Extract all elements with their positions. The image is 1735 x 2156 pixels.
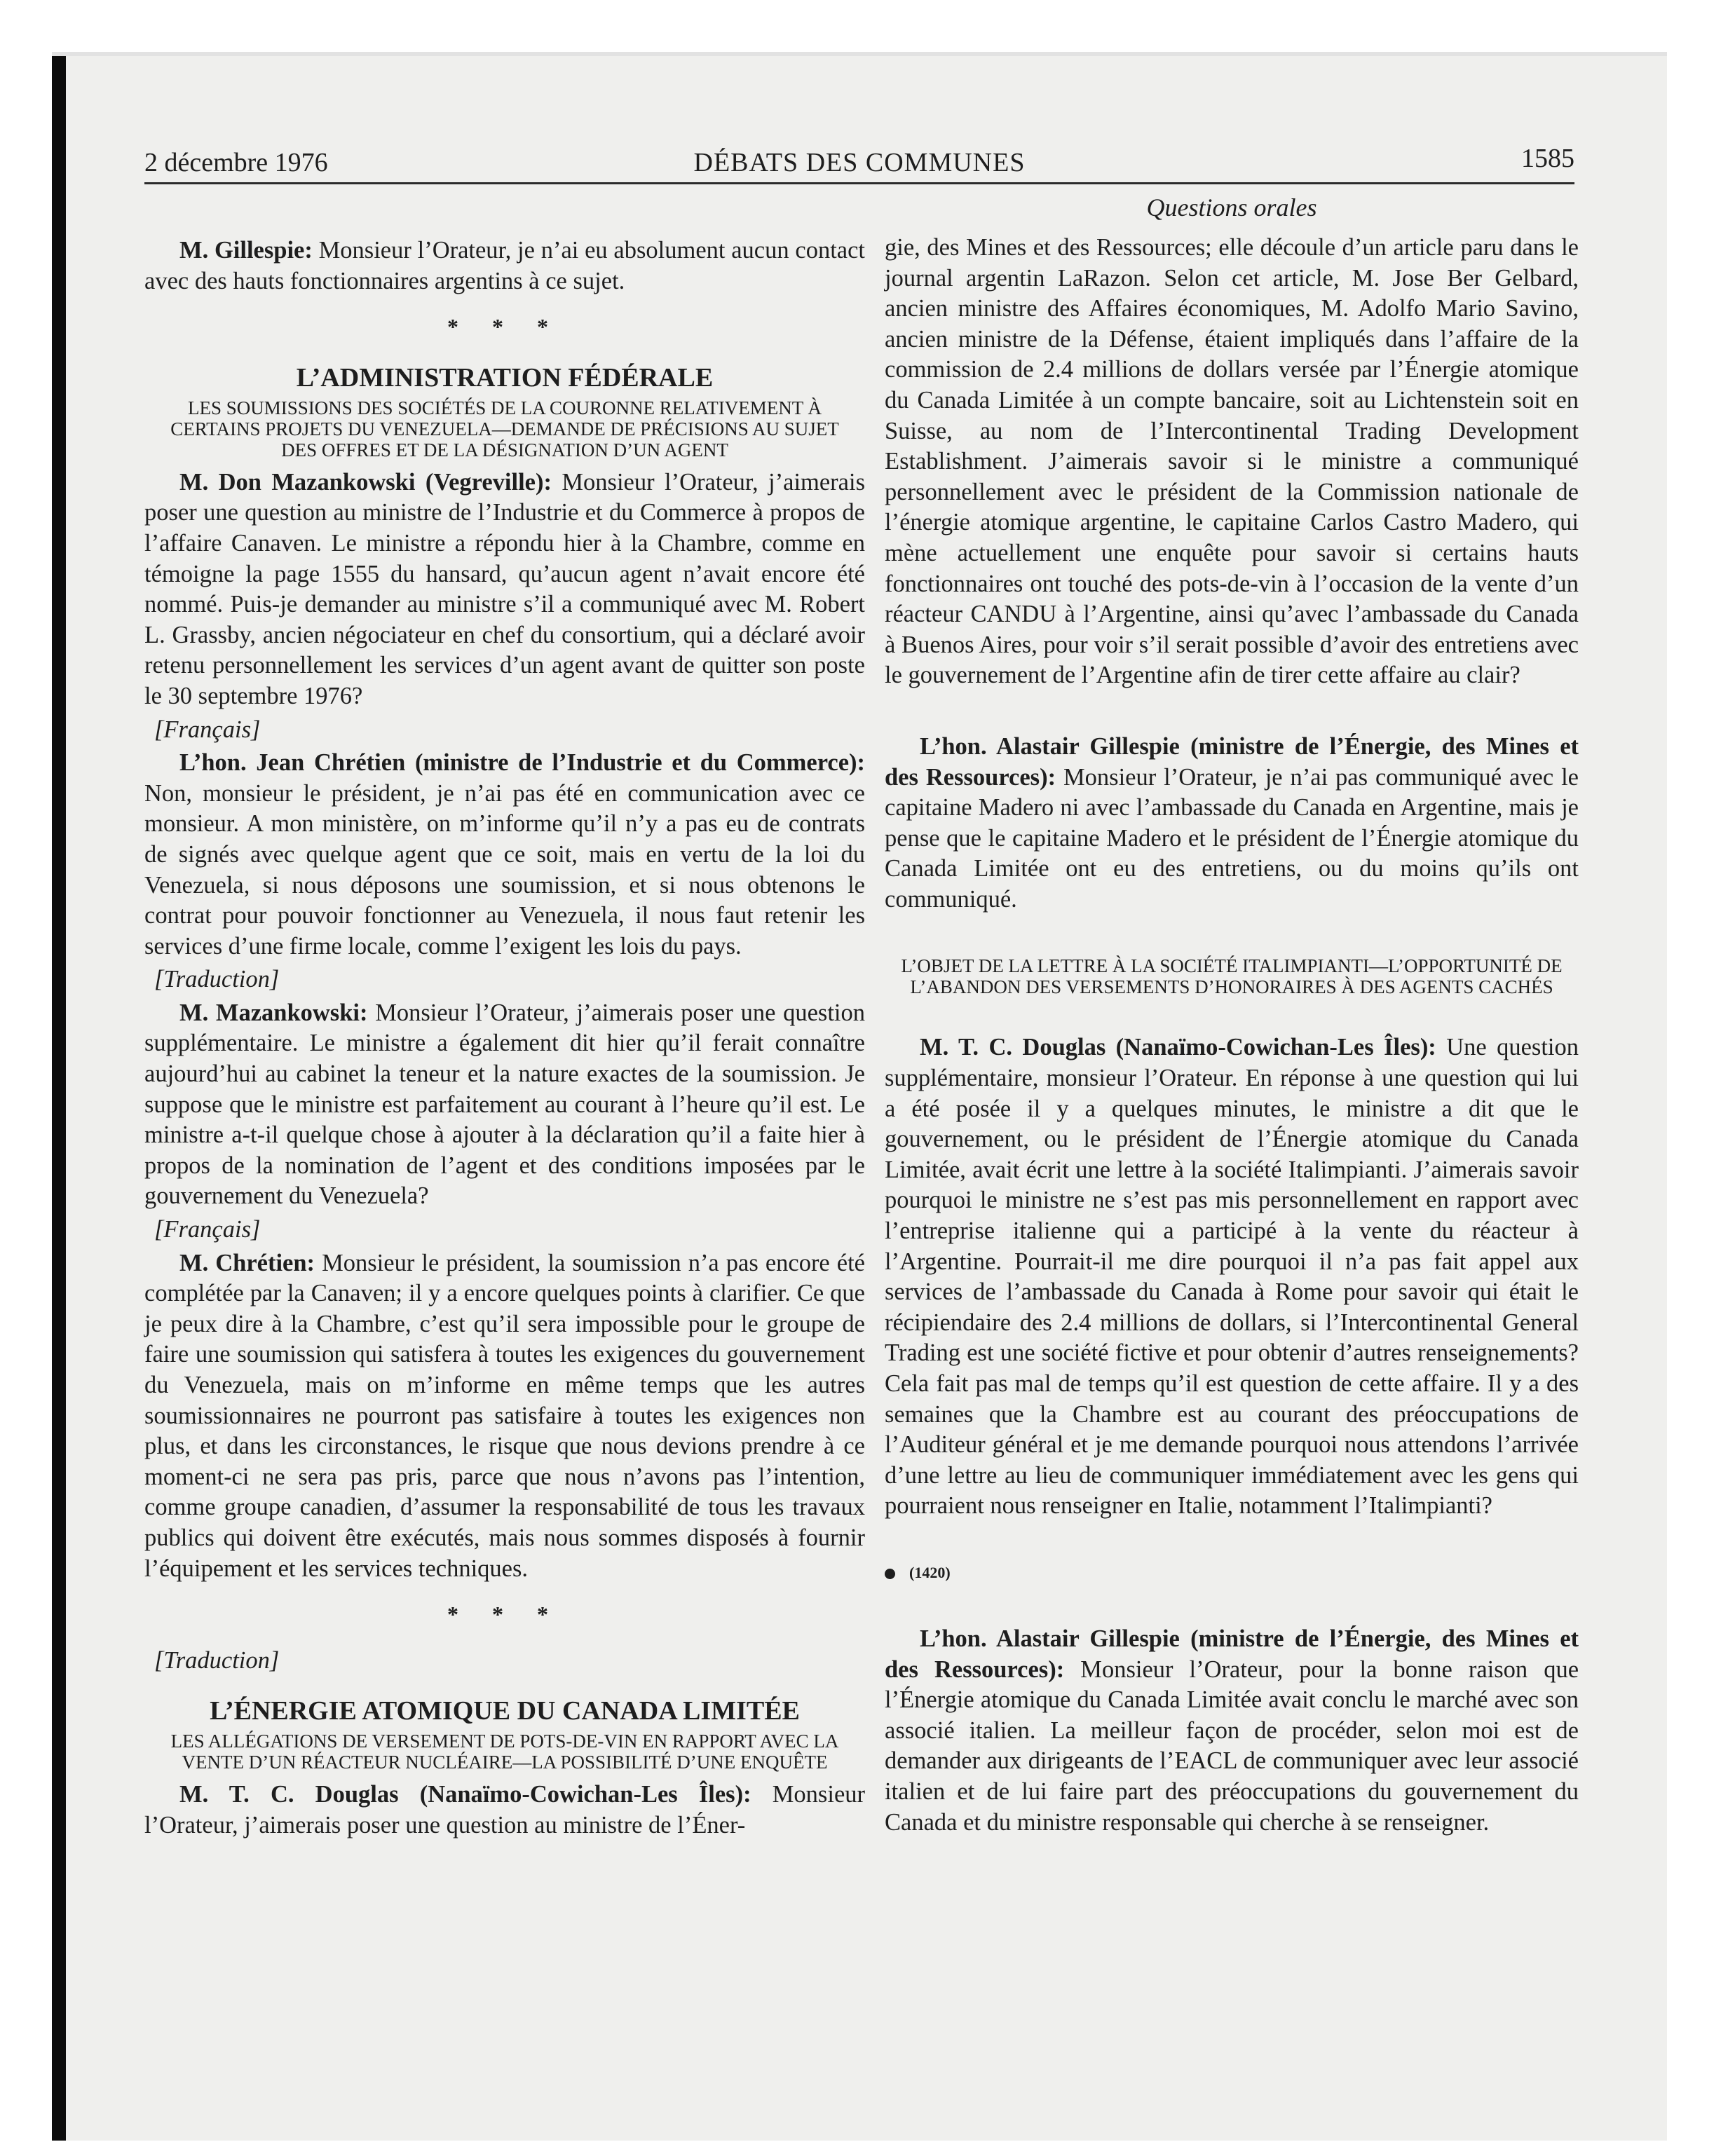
language-marker: [Traduction] [154,966,280,993]
section-title: L’ADMINISTRATION FÉDÉRALE [296,362,714,393]
speech-text: Non, monsieur le président, je n’ai pas été en communication avec ce monsieur. A mon ministère, on m’informe qu’il n’y a pas eu de contrats de signés avec quelque agent que ce soit, mais en vertu de la loi du Venezuela, si nous déposons une soumission, et si nous obtenons le contrat pour pouvoir fonctionner au Venezuela, il nous faut retenir les services d’une firme locale, comme l’exigent les lois du pays. [144,779,865,960]
page-header [144,139,1574,184]
speaker-name: M. Don Mazankowski (Vegreville): [179,468,552,496]
speaker-name: M. T. C. Douglas (Nanaïmo-Cowichan-Les Îles): [920,1034,1436,1061]
paragraph-chretien-answer [144,748,865,962]
bullet-icon [885,1569,895,1579]
language-marker: [Français] [154,716,261,743]
spacer [885,1004,1579,1032]
paragraph-mazankowski-supplementary [144,998,865,1212]
paragraph-mazankowski-question [144,468,865,712]
paragraph-gillespie-answer-1 [885,732,1579,915]
paragraph-douglas-question [144,1780,865,1841]
speech-text: Monsieur l’Orateur, je n’ai eu absolument aucun contact avec des hauts fonctionnaires argentins à ce sujet. [144,237,865,294]
section-subtitle: LES ALLÉGATIONS DE VERSEMENT DE POTS-DE-VIN EN RAPPORT AVEC LA VENTE D’UN RÉACTEUR NUCLÉAIRE—LA POSSIBILITÉ D’UNE ENQUÊTE [170,1731,839,1773]
paragraph-douglas-supplementary [885,1032,1579,1522]
speech-text: Monsieur l’Orateur, je n’ai pas communiqué avec le capitaine Madero ni avec l’ambassade du Canada en Argentine, mais je pense que le capitaine Madero et le président de l’Énergie atomique du Canada Limitée ont eu des entretiens, ou du moins qu’ils ont communiqué. [885,763,1579,913]
speech-text: Monsieur l’Orateur, j’aimerais poser une question au ministre de l’Éner- [144,1781,865,1838]
section-separator: * * * [447,314,562,340]
page-number: 1585 [1521,144,1574,173]
section-separator: * * * [447,1602,562,1628]
speaker-name: M. Chrétien: [179,1249,315,1276]
spacer [885,915,1579,955]
language-marker: [Français] [154,1216,261,1243]
left-column [144,236,865,1841]
speech-text: Monsieur l’Orateur, pour la bonne raison que l’Énergie atomique du Canada Limitée avait conclu le marché avec son associé italien. La meilleur façon de procéder, selon moi est de demander aux dirigeants de l’EACL de communiquer avec leur associé italien et de lui faire part des préoccupations du gouvernement du Canada et du ministre responsable qui cherche à se renseigner. [885,1656,1579,1836]
speaker-name: L’hon. Alastair Gillespie (ministre de l’Énergie, des Mines et des Ressources): [885,1625,1579,1683]
speaker-name: M. T. C. Douglas (Nanaïmo-Cowichan-Les Îles): [179,1781,751,1808]
paragraph-gillespie-answer-2 [885,1624,1579,1838]
running-head: Questions orales [1146,193,1317,221]
speech-text: Une question supplémentaire, monsieur l’Orateur. En réponse à une question qui lui a été posée il y a quelques minutes, le ministre a dit que le gouvernement, ou le président de l’Énergie atomique du Canada Limitée, avait écrit une lettre à la société Italimpianti. J’aimerais savoir pourquoi le ministre ne s’est pas mis personnellement en rapport avec l’entreprise italienne qui a participé à la vente du réacteur à l’Argentine. Pourrait-il me dire pourquoi il n’a pas fait appel aux services de l’ambassade du Canada à Rome pour savoir qui était le récipiendaire des 2.4 millions de dollars, si l’Intercontinental General Trading est une société fictive et pour obtenir d’autres renseignements? Cela fait pas mal de temps qu’il est question de cette affaire. Il y a des semaines que la Chambre est au courant des préoccupations de l’Auditeur général et je me demande pourquoi nous attendons l’arrivée d’une lettre au lieu de communiquer immédiatement avec les gens qui pourraient nous renseigner en Italie, notamment l’Italimpianti? [885,1034,1579,1520]
spacer [885,691,1579,732]
speaker-name: L’hon. Alastair Gillespie (ministre de l’Énergie, des Mines et des Ressources): [885,732,1579,791]
right-column [885,192,1579,1838]
language-marker: [Traduction] [154,1646,280,1674]
speech-text: Monsieur le président, la soumission n’a pas encore été complétée par la Canaven; il y a encore quelques points à clarifier. Ce que je peux dire à la Chambre, c’est qu’il sera impossible pour le groupe de faire une soumission qui satisfera à toutes les exigences du gouvernement du Venezuela, mais on m’informe en même temps que les autres soumissionnaires ne pourront pas satisfaire à toutes les exigences non plus, et dans les circonstances, le risque que nous devions prendre à ce moment-ci ne sera pas pris, parce que nous n’avons pas l’intention, comme groupe canadien, d’assumer la responsabilité de tous les travaux publics qui doivent être exécutés, mais nous sommes disposés à fournir l’équipement et les services techniques. [144,1249,865,1582]
header-date: 2 décembre 1976 [144,148,328,177]
section-title: L’ÉNERGIE ATOMIQUE DU CANADA LIMITÉE [210,1696,800,1726]
speech-text: Monsieur l’Orateur, j’aimerais poser une question supplémentaire. Le ministre a également dit hier qu’il ferait connaître aujourd’hui au cabinet la teneur et la nature exactes de la soumission. Je suppose que le ministre est parfaitement au courant à l’heure qu’il est. Le ministre a-t-il quelque chose à ajouter à la déclaration qu’il a faite hier à propos de la nomination de l’agent et des conditions imposées par le gouvernement du Venezuela? [144,999,865,1210]
section-subtitle: L’OBJET DE LA LETTRE À LA SOCIÉTÉ ITALIMPIANTI—L’OPPORTUNITÉ DE L’ABANDON DES VERSEMENTS D’HONORAIRES À DES AGENTS CACHÉS [901,955,1563,998]
spacer [885,1583,1579,1624]
section-subtitle: LES SOUMISSIONS DES SOCIÉTÉS DE LA COURONNE RELATIVEMENT À CERTAINS PROJETS DU VENEZUELA—DEMANDE DE PRÉCISIONS AU SUJET DES OFFRES ET DE LA DÉSIGNATION D’UN AGENT [170,397,839,460]
speech-text: Monsieur l’Orateur, j’aimerais poser une question au ministre de l’Industrie et du Commerce à propos de l’affaire Canaven. Le ministre a répondu hier à la Chambre, comme en témoigne la page 1555 du hansard, qu’aucun agent n’avait encore été nommé. Puis-je demander au ministre s’il a communiqué avec M. Robert L. Grassby, ancien négociateur en chef du consortium, qui a déclaré avoir retenu personnellement les services d’un agent avant de quitter son poste le 30 septembre 1976? [144,468,865,709]
speaker-name: L’hon. Jean Chrétien (ministre de l’Industrie et du Commerce): [179,749,865,777]
scan-border [52,52,66,2141]
time-marker-text: (1420) [909,1563,951,1581]
paragraph-gillespie-answer [144,236,865,296]
header-title: DÉBATS DES COMMUNES [693,148,1026,177]
speaker-name: M. Gillespie: [179,237,313,264]
speaker-name: M. Mazankowski: [179,999,368,1026]
spacer [885,1522,1579,1562]
time-marker [885,1562,1579,1583]
paragraph-douglas-question-cont: gie, des Mines et des Ressources; elle découle d’un article paru dans le journal argentin LaRazon. Selon cet article, M. Jose Ber Gelbard, ancien ministre des Affaires économiques, M. Adolfo Mario Savino, ancien ministre de la Défense, étaient impliqués dans l’affaire de la commission de 2.4 millions de dollars versée par l’Énergie atomique du Canada Limitée à un compte bancaire, soit au Lichtenstein soit en Suisse, au nom de l’Intercontinental Trading Development Establishment. J’aimerais savoir si le ministre a communiqué personnellement avec le président de la Commission nationale de l’énergie atomique argentine, le capitaine Carlos Castro Madero, qui mène actuellement une enquête pour savoir si certains hauts fonctionnaires ont touché des pots-de-vin à l’occasion de la vente d’un réacteur CANDU à l’Argentine, ainsi qu’avec l’ambassade du Canada à Buenos Aires, pour voir s’il serait possible d’avoir des entretiens avec le gouvernement de l’Argentine afin de tirer cette affaire au clair? [885,234,1579,689]
paragraph-chretien-answer-2 [144,1248,865,1585]
